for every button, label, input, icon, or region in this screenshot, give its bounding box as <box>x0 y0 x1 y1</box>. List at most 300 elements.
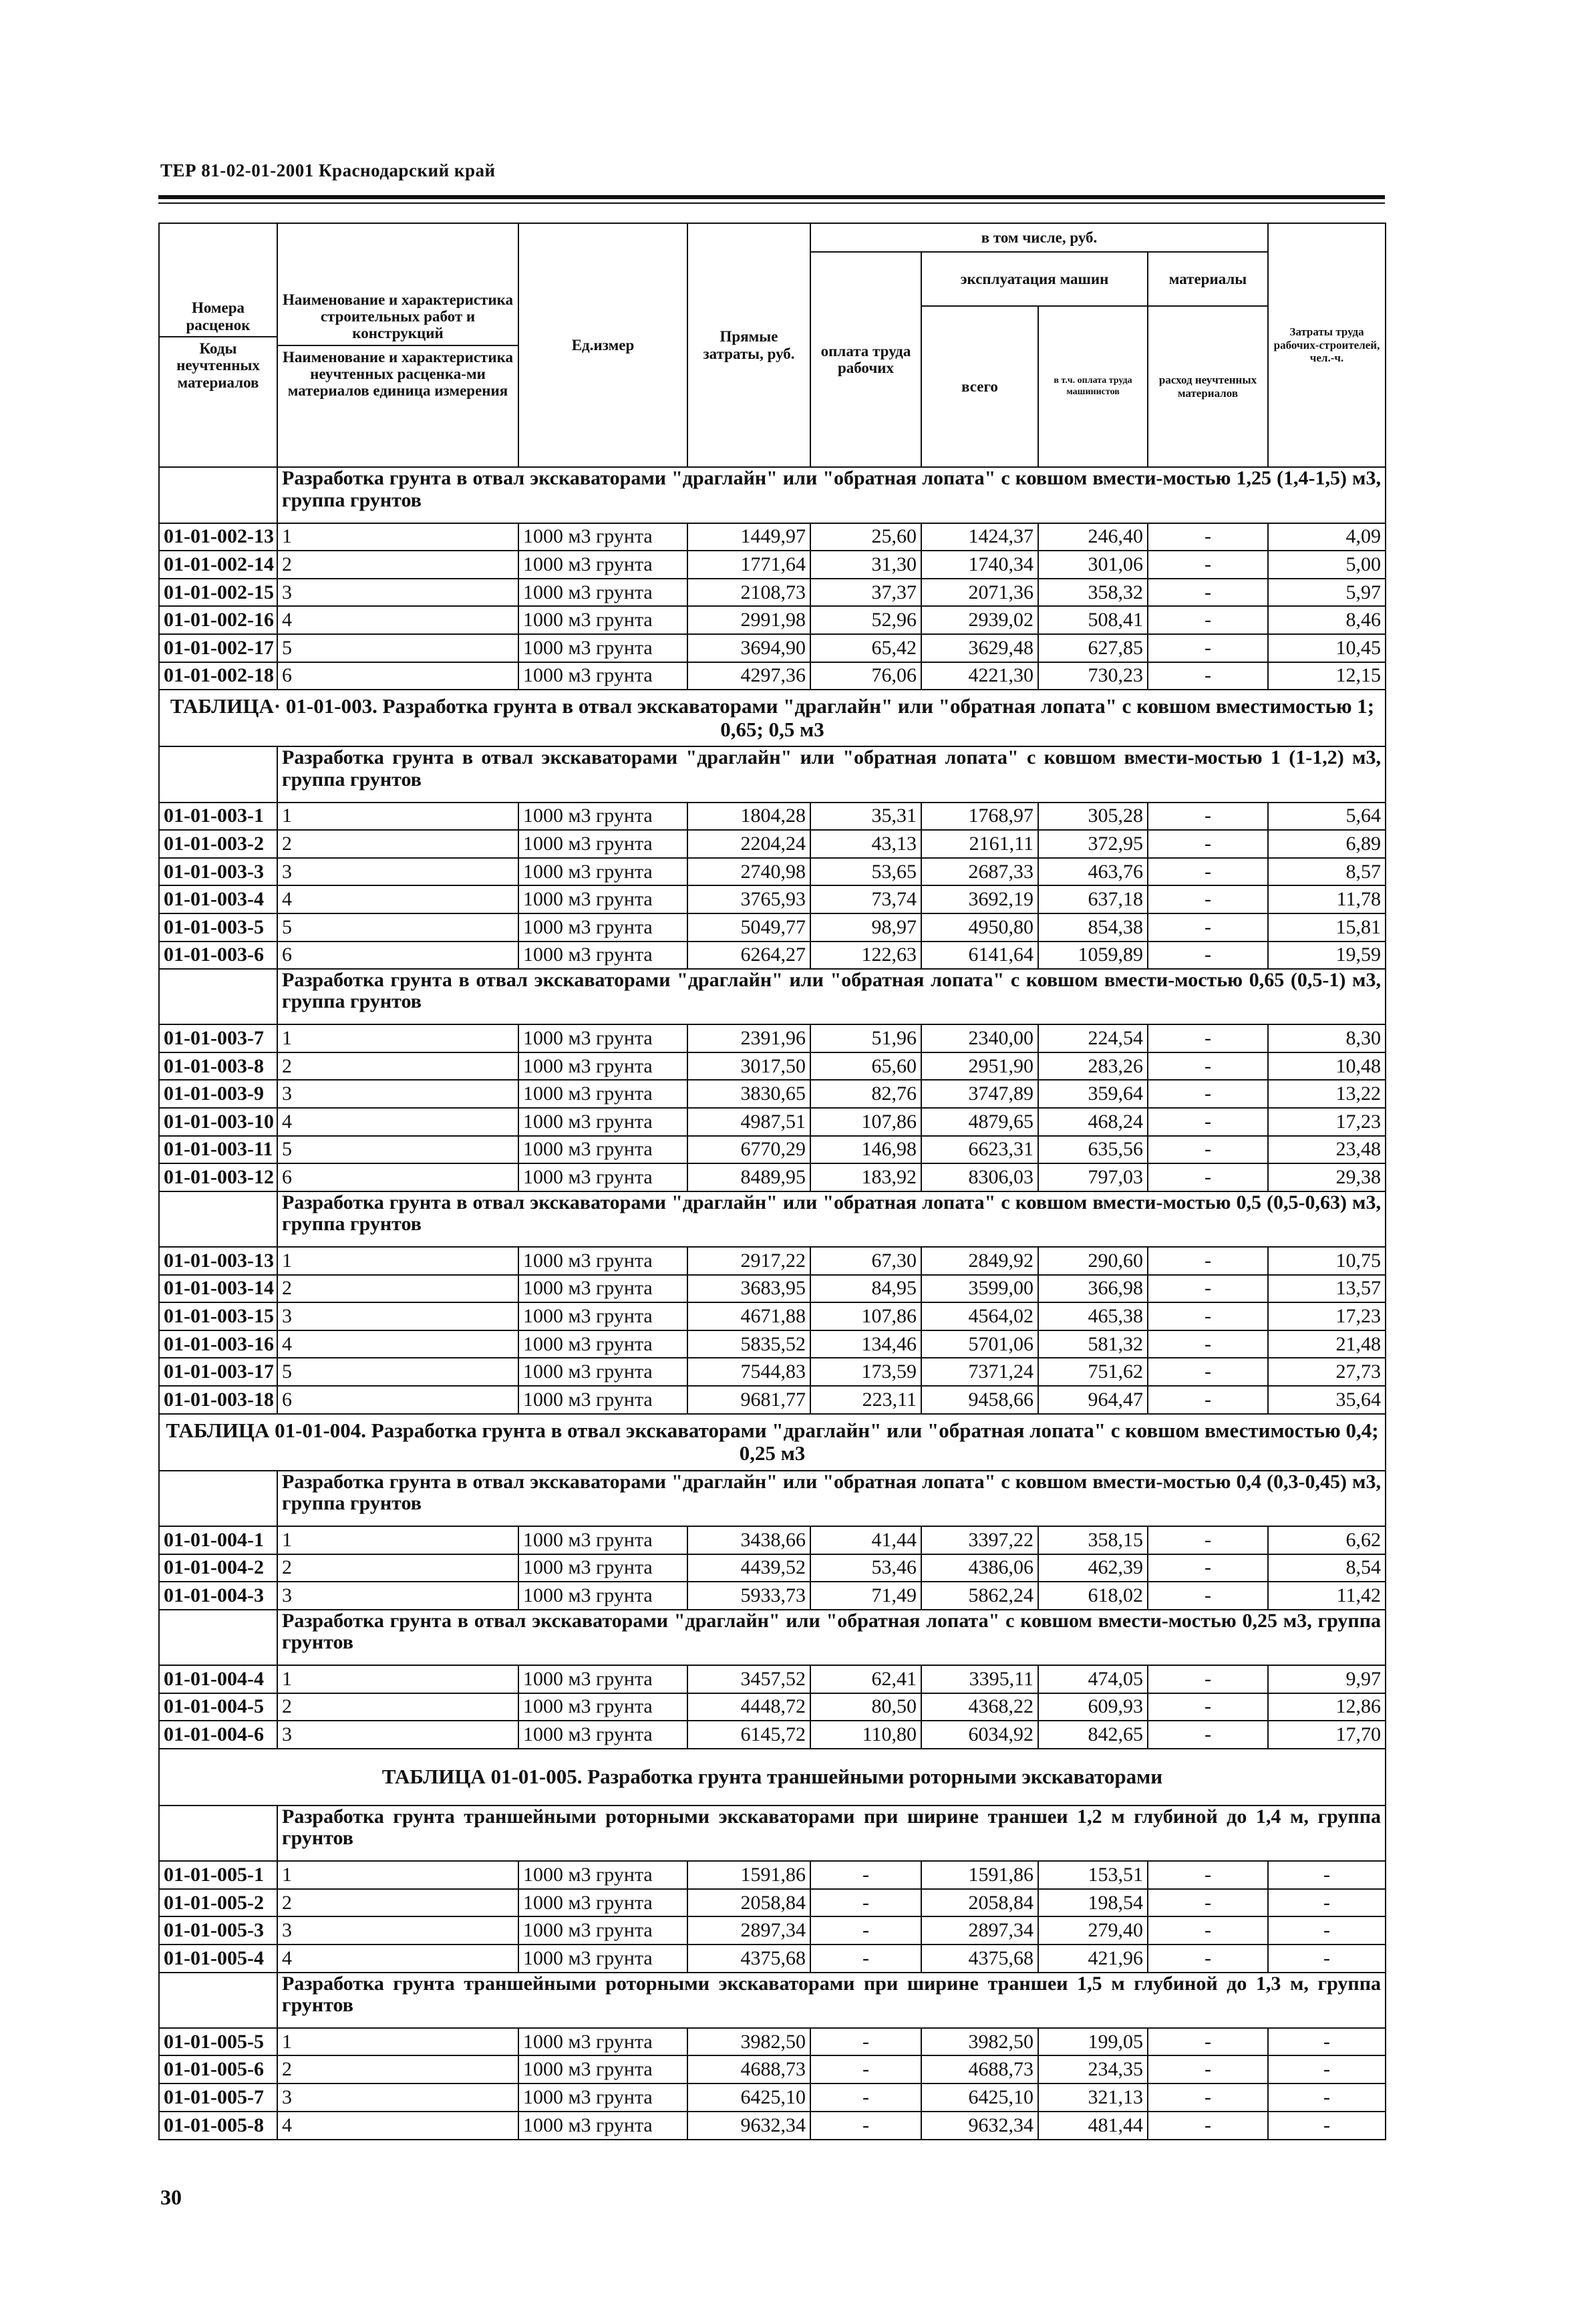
rate-code: 01-01-004-2 <box>159 1554 277 1582</box>
labor-hours: 4,09 <box>1268 523 1386 551</box>
materials-unaccounted: - <box>1148 1945 1268 1973</box>
rate-code: 01-01-005-7 <box>159 2083 277 2112</box>
unit: 1000 м3 грунта <box>518 942 687 970</box>
unit: 1000 м3 грунта <box>518 1916 687 1945</box>
section-code-cell <box>159 1191 277 1247</box>
rate-code: 01-01-002-14 <box>159 551 277 579</box>
rate-code: 01-01-003-2 <box>159 830 277 858</box>
labor-pay: 65,60 <box>810 1052 921 1081</box>
unit: 1000 м3 грунта <box>518 579 687 607</box>
rate-code: 01-01-005-6 <box>159 2055 277 2083</box>
labor-hours: 8,54 <box>1268 1554 1386 1582</box>
materials-unaccounted: - <box>1148 1247 1268 1275</box>
machinists-pay: 421,96 <box>1038 1945 1148 1973</box>
labor-hours: 11,78 <box>1268 885 1386 913</box>
labor-pay: 62,41 <box>810 1665 921 1693</box>
soil-group: 5 <box>277 1358 518 1386</box>
table-title: ТАБЛИЦА· 01-01-003. Разработка грунта в отвал экскаваторами "драглайн" или "обратная лопата" с ковшом вместимостью 1; 0,65; 0,5 м3 <box>159 690 1386 746</box>
section-title: Разработка грунта в отвал экскаваторами "драглайн" или "обратная лопата" с ковшом вмести-мостью 0,65 (0,5-1) м3, группа грунтов <box>277 969 1386 1024</box>
unit: 1000 м3 грунта <box>518 2083 687 2112</box>
header-code <box>159 223 277 467</box>
rate-code: 01-01-003-15 <box>159 1302 277 1330</box>
unit: 1000 м3 грунта <box>518 1052 687 1081</box>
direct-costs: 7544,83 <box>687 1358 810 1386</box>
labor-pay: 84,95 <box>810 1275 921 1303</box>
rate-code: 01-01-005-8 <box>159 2112 277 2140</box>
machinists-pay: 366,98 <box>1038 1275 1148 1303</box>
rate-code: 01-01-003-10 <box>159 1108 277 1136</box>
machinists-pay: 153,51 <box>1038 1861 1148 1889</box>
rate-row <box>159 2112 1386 2140</box>
labor-hours: 6,62 <box>1268 1526 1386 1554</box>
machines-total: 5701,06 <box>921 1330 1038 1358</box>
section-code-cell <box>159 969 277 1024</box>
machinists-pay: 321,13 <box>1038 2083 1148 2112</box>
labor-pay: 173,59 <box>810 1358 921 1386</box>
machinists-pay: 474,05 <box>1038 1665 1148 1693</box>
materials-unaccounted: - <box>1148 942 1268 970</box>
soil-group: 2 <box>277 1693 518 1721</box>
machinists-pay: 462,39 <box>1038 1554 1148 1582</box>
rate-code: 01-01-003-18 <box>159 1386 277 1414</box>
machinists-pay: 964,47 <box>1038 1386 1148 1414</box>
labor-hours: 21,48 <box>1268 1330 1386 1358</box>
machines-total: 2071,36 <box>921 579 1038 607</box>
labor-hours: 13,22 <box>1268 1080 1386 1108</box>
unit: 1000 м3 грунта <box>518 858 687 886</box>
section-title: Разработка грунта траншейными роторными экскаваторами при ширине траншеи 1,5 м глубиной до 1,3 м, группа грунтов <box>277 1973 1386 2028</box>
machines-total: 2897,34 <box>921 1916 1038 1945</box>
materials-unaccounted: - <box>1148 1330 1268 1358</box>
direct-costs: 9632,34 <box>687 2112 810 2140</box>
materials-unaccounted: - <box>1148 1052 1268 1081</box>
soil-group: 1 <box>277 803 518 831</box>
labor-pay: 122,63 <box>810 942 921 970</box>
machines-total: 8306,03 <box>921 1163 1038 1191</box>
unit: 1000 м3 грунта <box>518 1582 687 1610</box>
direct-costs: 1771,64 <box>687 551 810 579</box>
soil-group: 1 <box>277 1024 518 1052</box>
materials-unaccounted: - <box>1148 1358 1268 1386</box>
rate-code: 01-01-002-18 <box>159 662 277 690</box>
materials-unaccounted: - <box>1148 634 1268 662</box>
machinists-pay: 618,02 <box>1038 1582 1148 1610</box>
header-machinists-pay: в т.ч. оплата труда машинистов <box>1038 306 1148 468</box>
rate-code: 01-01-002-15 <box>159 579 277 607</box>
materials-unaccounted: - <box>1148 885 1268 913</box>
rate-code: 01-01-003-17 <box>159 1358 277 1386</box>
labor-pay: - <box>810 2112 921 2140</box>
soil-group: 4 <box>277 2112 518 2140</box>
direct-costs: 4688,73 <box>687 2055 810 2083</box>
header-name-subtitle: Наименование и характеристика неучтенных расценка-ми материалов единица измерения <box>282 348 514 400</box>
rate-row <box>159 1721 1386 1749</box>
machines-total: 6141,64 <box>921 942 1038 970</box>
machinists-pay: 854,38 <box>1038 913 1148 942</box>
machines-total: 2849,92 <box>921 1247 1038 1275</box>
labor-pay: 107,86 <box>810 1108 921 1136</box>
machinists-pay: 581,32 <box>1038 1330 1148 1358</box>
header-row-1 <box>159 223 1386 252</box>
rate-code: 01-01-005-2 <box>159 1889 277 1917</box>
labor-pay: - <box>810 1861 921 1889</box>
labor-pay: - <box>810 1945 921 1973</box>
unit: 1000 м3 грунта <box>518 2112 687 2140</box>
machines-total: 4950,80 <box>921 913 1038 942</box>
rate-row <box>159 2083 1386 2112</box>
header-code-subtitle: Коды неучтенных материалов <box>176 340 260 391</box>
rate-row <box>159 1916 1386 1945</box>
direct-costs: 3457,52 <box>687 1665 810 1693</box>
rate-row <box>159 1665 1386 1693</box>
labor-hours: 17,23 <box>1268 1302 1386 1330</box>
direct-costs: 3683,95 <box>687 1275 810 1303</box>
table-title-row <box>159 690 1386 746</box>
rate-code: 01-01-003-5 <box>159 913 277 942</box>
rate-code: 01-01-003-13 <box>159 1247 277 1275</box>
labor-pay: 51,96 <box>810 1024 921 1052</box>
section-row <box>159 1806 1386 1861</box>
table-title-row <box>159 1749 1386 1806</box>
running-header: ТЕР 81-02-01-2001 Краснодарский край <box>160 160 496 180</box>
materials-unaccounted: - <box>1148 803 1268 831</box>
unit: 1000 м3 грунта <box>518 1358 687 1386</box>
section-row <box>159 1191 1386 1247</box>
unit: 1000 м3 грунта <box>518 1889 687 1917</box>
soil-group: 3 <box>277 1721 518 1749</box>
section-row <box>159 1610 1386 1665</box>
materials-unaccounted: - <box>1148 1554 1268 1582</box>
rate-code: 01-01-005-3 <box>159 1916 277 1945</box>
machinists-pay: 246,40 <box>1038 523 1148 551</box>
machines-total: 1424,37 <box>921 523 1038 551</box>
header-unit: Ед.измер <box>518 223 687 467</box>
unit: 1000 м3 грунта <box>518 1945 687 1973</box>
machines-total: 7371,24 <box>921 1358 1038 1386</box>
rates-table-body <box>159 223 1386 2140</box>
rate-row <box>159 523 1386 551</box>
machinists-pay: 198,54 <box>1038 1889 1148 1917</box>
labor-pay: 80,50 <box>810 1693 921 1721</box>
direct-costs: 2917,22 <box>687 1247 810 1275</box>
machines-total: 3395,11 <box>921 1665 1038 1693</box>
labor-pay: - <box>810 1889 921 1917</box>
rate-row <box>159 2055 1386 2083</box>
rate-row <box>159 1108 1386 1136</box>
machines-total: 4564,02 <box>921 1302 1038 1330</box>
labor-hours: - <box>1268 2112 1386 2140</box>
machines-total: 6623,31 <box>921 1136 1038 1164</box>
unit: 1000 м3 грунта <box>518 1665 687 1693</box>
materials-unaccounted: - <box>1148 1024 1268 1052</box>
soil-group: 1 <box>277 1247 518 1275</box>
machines-total: 4688,73 <box>921 2055 1038 2083</box>
header-including: в том числе, руб. <box>810 223 1268 252</box>
rate-code: 01-01-003-4 <box>159 885 277 913</box>
machines-total: 4375,68 <box>921 1945 1038 1973</box>
soil-group: 2 <box>277 1052 518 1081</box>
machinists-pay: 283,26 <box>1038 1052 1148 1081</box>
machinists-pay: 508,41 <box>1038 606 1148 634</box>
labor-pay: - <box>810 1916 921 1945</box>
machinists-pay: 358,32 <box>1038 579 1148 607</box>
header-name <box>277 223 518 467</box>
direct-costs: 6425,10 <box>687 2083 810 2112</box>
unit: 1000 м3 грунта <box>518 606 687 634</box>
labor-pay: 82,76 <box>810 1080 921 1108</box>
header-machines: эксплуатация машин <box>921 252 1148 306</box>
soil-group: 4 <box>277 1330 518 1358</box>
materials-unaccounted: - <box>1148 1526 1268 1554</box>
labor-hours: - <box>1268 2083 1386 2112</box>
materials-unaccounted: - <box>1148 1275 1268 1303</box>
labor-pay: 43,13 <box>810 830 921 858</box>
materials-unaccounted: - <box>1148 1108 1268 1136</box>
labor-hours: 29,38 <box>1268 1163 1386 1191</box>
soil-group: 6 <box>277 1163 518 1191</box>
rate-row <box>159 803 1386 831</box>
labor-pay: 110,80 <box>810 1721 921 1749</box>
direct-costs: 2897,34 <box>687 1916 810 1945</box>
direct-costs: 5835,52 <box>687 1330 810 1358</box>
section-code-cell <box>159 1973 277 2028</box>
soil-group: 3 <box>277 1302 518 1330</box>
rate-code: 01-01-003-12 <box>159 1163 277 1191</box>
materials-unaccounted: - <box>1148 1889 1268 1917</box>
labor-pay: 223,11 <box>810 1386 921 1414</box>
labor-hours: 35,64 <box>1268 1386 1386 1414</box>
labor-hours: 10,75 <box>1268 1247 1386 1275</box>
section-row <box>159 467 1386 523</box>
labor-hours: 8,30 <box>1268 1024 1386 1052</box>
labor-pay: - <box>810 2028 921 2056</box>
machinists-pay: 730,23 <box>1038 662 1148 690</box>
unit: 1000 м3 грунта <box>518 913 687 942</box>
direct-costs: 4297,36 <box>687 662 810 690</box>
labor-hours: - <box>1268 2028 1386 2056</box>
machinists-pay: 372,95 <box>1038 830 1148 858</box>
machines-total: 9632,34 <box>921 2112 1038 2140</box>
labor-pay: 134,46 <box>810 1330 921 1358</box>
section-title: Разработка грунта в отвал экскаваторами "драглайн" или "обратная лопата" с ковшом вмести-мостью 0,25 м3, группа грунтов <box>277 1610 1386 1665</box>
labor-hours: - <box>1268 1945 1386 1973</box>
direct-costs: 5049,77 <box>687 913 810 942</box>
unit: 1000 м3 грунта <box>518 830 687 858</box>
materials-unaccounted: - <box>1148 579 1268 607</box>
soil-group: 5 <box>277 913 518 942</box>
labor-pay: 98,97 <box>810 913 921 942</box>
materials-unaccounted: - <box>1148 830 1268 858</box>
labor-pay: 31,30 <box>810 551 921 579</box>
labor-pay: - <box>810 2083 921 2112</box>
machines-total: 2058,84 <box>921 1889 1038 1917</box>
materials-unaccounted: - <box>1148 2028 1268 2056</box>
machines-total: 1591,86 <box>921 1861 1038 1889</box>
direct-costs: 6264,27 <box>687 942 810 970</box>
rate-code: 01-01-002-16 <box>159 606 277 634</box>
machines-total: 1740,34 <box>921 551 1038 579</box>
labor-hours: 27,73 <box>1268 1358 1386 1386</box>
labor-pay: 76,06 <box>810 662 921 690</box>
materials-unaccounted: - <box>1148 1582 1268 1610</box>
rate-row <box>159 858 1386 886</box>
unit: 1000 м3 грунта <box>518 1526 687 1554</box>
rate-row <box>159 1861 1386 1889</box>
section-title: Разработка грунта в отвал экскаваторами "драглайн" или "обратная лопата" с ковшом вмести-мостью 0,5 (0,5-0,63) м3, группа грунтов <box>277 1191 1386 1247</box>
materials-unaccounted: - <box>1148 1302 1268 1330</box>
materials-unaccounted: - <box>1148 1693 1268 1721</box>
machinists-pay: 627,85 <box>1038 634 1148 662</box>
section-code-cell <box>159 746 277 802</box>
machinists-pay: 224,54 <box>1038 1024 1148 1052</box>
rate-row <box>159 1889 1386 1917</box>
rate-row <box>159 1386 1386 1414</box>
soil-group: 3 <box>277 2083 518 2112</box>
unit: 1000 м3 грунта <box>518 803 687 831</box>
soil-group: 3 <box>277 1582 518 1610</box>
direct-costs: 2204,24 <box>687 830 810 858</box>
rate-code: 01-01-003-1 <box>159 803 277 831</box>
labor-pay: 35,31 <box>810 803 921 831</box>
labor-pay: - <box>810 2055 921 2083</box>
machines-total: 1768,97 <box>921 803 1038 831</box>
rate-code: 01-01-005-5 <box>159 2028 277 2056</box>
direct-costs: 2108,73 <box>687 579 810 607</box>
labor-pay: 146,98 <box>810 1136 921 1164</box>
direct-costs: 1449,97 <box>687 523 810 551</box>
materials-unaccounted: - <box>1148 2083 1268 2112</box>
soil-group: 5 <box>277 634 518 662</box>
machinists-pay: 842,65 <box>1038 1721 1148 1749</box>
section-code-cell <box>159 1806 277 1861</box>
rate-code: 01-01-003-3 <box>159 858 277 886</box>
labor-hours: 8,57 <box>1268 858 1386 886</box>
labor-hours: 9,97 <box>1268 1665 1386 1693</box>
direct-costs: 1804,28 <box>687 803 810 831</box>
labor-hours: 11,42 <box>1268 1582 1386 1610</box>
rate-row <box>159 2028 1386 2056</box>
machinists-pay: 751,62 <box>1038 1358 1148 1386</box>
materials-unaccounted: - <box>1148 858 1268 886</box>
rates-table <box>158 223 1386 2140</box>
header-materials: материалы <box>1148 252 1268 306</box>
soil-group: 1 <box>277 1665 518 1693</box>
materials-unaccounted: - <box>1148 1721 1268 1749</box>
machines-total: 4368,22 <box>921 1693 1038 1721</box>
soil-group: 2 <box>277 551 518 579</box>
rate-code: 01-01-003-11 <box>159 1136 277 1164</box>
unit: 1000 м3 грунта <box>518 1080 687 1108</box>
unit: 1000 м3 грунта <box>518 1024 687 1052</box>
materials-unaccounted: - <box>1148 2055 1268 2083</box>
machinists-pay: 290,60 <box>1038 1247 1148 1275</box>
rate-code: 01-01-005-4 <box>159 1945 277 1973</box>
machinists-pay: 463,76 <box>1038 858 1148 886</box>
unit: 1000 м3 грунта <box>518 1721 687 1749</box>
machines-total: 4879,65 <box>921 1108 1038 1136</box>
labor-pay: 25,60 <box>810 523 921 551</box>
header-labor-pay: оплата труда рабочих <box>810 252 921 468</box>
labor-pay: 52,96 <box>810 606 921 634</box>
machinists-pay: 301,06 <box>1038 551 1148 579</box>
machines-total: 3629,48 <box>921 634 1038 662</box>
materials-unaccounted: - <box>1148 1861 1268 1889</box>
rate-row <box>159 1945 1386 1973</box>
header-materials-unaccounted: расход неучтенных материалов <box>1148 306 1268 468</box>
direct-costs: 4987,51 <box>687 1108 810 1136</box>
rate-row <box>159 1693 1386 1721</box>
materials-unaccounted: - <box>1148 1665 1268 1693</box>
soil-group: 1 <box>277 1526 518 1554</box>
header-name-title: Наименование и характеристика строительных работ и конструкций <box>278 291 518 346</box>
unit: 1000 м3 грунта <box>518 662 687 690</box>
machines-total: 2951,90 <box>921 1052 1038 1081</box>
unit: 1000 м3 грунта <box>518 523 687 551</box>
direct-costs: 3830,65 <box>687 1080 810 1108</box>
soil-group: 2 <box>277 1275 518 1303</box>
machinists-pay: 465,38 <box>1038 1302 1148 1330</box>
machinists-pay: 234,35 <box>1038 2055 1148 2083</box>
direct-costs: 2058,84 <box>687 1889 810 1917</box>
rate-row <box>159 1247 1386 1275</box>
labor-pay: 183,92 <box>810 1163 921 1191</box>
materials-unaccounted: - <box>1148 1386 1268 1414</box>
labor-hours: 17,23 <box>1268 1108 1386 1136</box>
machinists-pay: 468,24 <box>1038 1108 1148 1136</box>
labor-hours: - <box>1268 2055 1386 2083</box>
machines-total: 3397,22 <box>921 1526 1038 1554</box>
soil-group: 4 <box>277 606 518 634</box>
labor-hours: 17,70 <box>1268 1721 1386 1749</box>
direct-costs: 4671,88 <box>687 1302 810 1330</box>
section-title: Разработка грунта в отвал экскаваторами "драглайн" или "обратная лопата" с ковшом вмести-мостью 0,4 (0,3-0,45) м3, группа грунтов <box>277 1471 1386 1526</box>
materials-unaccounted: - <box>1148 523 1268 551</box>
rate-row <box>159 913 1386 942</box>
materials-unaccounted: - <box>1148 662 1268 690</box>
table-title-row <box>159 1414 1386 1471</box>
direct-costs: 3982,50 <box>687 2028 810 2056</box>
labor-pay: 53,46 <box>810 1554 921 1582</box>
soil-group: 3 <box>277 1916 518 1945</box>
labor-hours: 8,46 <box>1268 606 1386 634</box>
direct-costs: 9681,77 <box>687 1386 810 1414</box>
rate-row <box>159 551 1386 579</box>
labor-hours: - <box>1268 1889 1386 1917</box>
rate-code: 01-01-004-6 <box>159 1721 277 1749</box>
unit: 1000 м3 грунта <box>518 1554 687 1582</box>
rate-row <box>159 1358 1386 1386</box>
section-row <box>159 1973 1386 2028</box>
labor-hours: - <box>1268 1861 1386 1889</box>
machines-total: 3599,00 <box>921 1275 1038 1303</box>
rate-row <box>159 662 1386 690</box>
header-direct-costs: Прямые затраты, руб. <box>687 223 810 467</box>
section-code-cell <box>159 1471 277 1526</box>
header-labor-hours: Затраты труда рабочих-строителей, чел.-ч. <box>1268 223 1386 467</box>
rate-code: 01-01-002-17 <box>159 634 277 662</box>
labor-hours: - <box>1268 1916 1386 1945</box>
rate-row <box>159 606 1386 634</box>
unit: 1000 м3 грунта <box>518 1330 687 1358</box>
unit: 1000 м3 грунта <box>518 1108 687 1136</box>
materials-unaccounted: - <box>1148 606 1268 634</box>
machinists-pay: 358,15 <box>1038 1526 1148 1554</box>
materials-unaccounted: - <box>1148 1080 1268 1108</box>
labor-hours: 12,86 <box>1268 1693 1386 1721</box>
labor-hours: 23,48 <box>1268 1136 1386 1164</box>
unit: 1000 м3 грунта <box>518 1861 687 1889</box>
materials-unaccounted: - <box>1148 551 1268 579</box>
